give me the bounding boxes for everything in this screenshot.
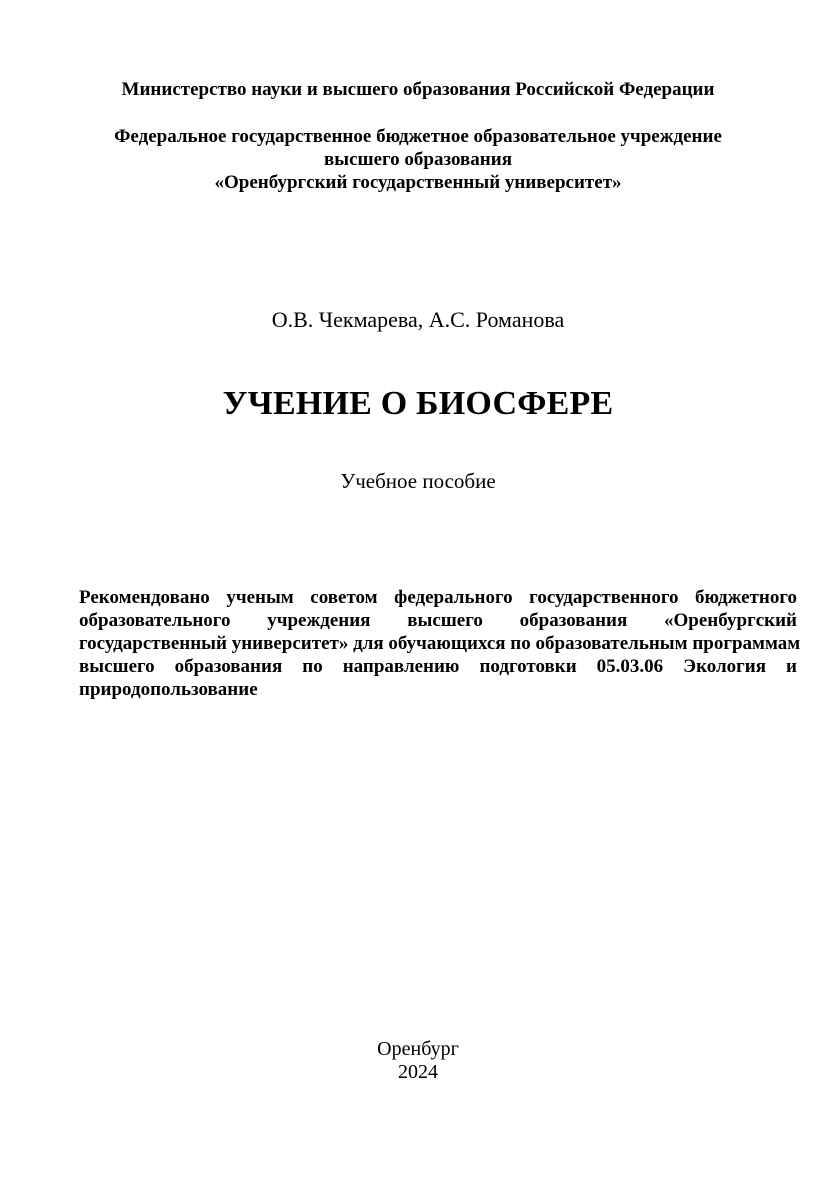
institution-line-3: «Оренбургский государственный университет»: [214, 172, 622, 193]
document-subtitle: Учебное пособие: [340, 469, 496, 493]
recommendation-line-3: государственный университет» для обучающихся по образовательным программам: [79, 633, 801, 654]
recommendation-line-2: образовательного учреждения высшего образования «Оренбургский: [79, 610, 797, 631]
institution-line-2: высшего образования: [324, 149, 512, 170]
publication-city: Оренбург: [377, 1038, 459, 1060]
publication-year: 2024: [398, 1061, 438, 1083]
recommendation-line-4: высшего образования по направлению подготовки 05.03.06 Экология и: [79, 656, 797, 677]
recommendation-line-1: Рекомендовано ученым советом федерального государственного бюджетного: [79, 587, 797, 608]
document-title: УЧЕНИЕ О БИОСФЕРЕ: [222, 385, 614, 422]
recommendation-line-5: природопользование: [79, 679, 258, 700]
authors: О.В. Чекмарева, А.С. Романова: [271, 307, 565, 332]
recommendation-paragraph: [79, 586, 801, 701]
institution-line-1: Федеральное государственное бюджетное образовательное учреждение: [114, 126, 722, 147]
ministry-name: Министерство науки и высшего образования Российской Федерации: [121, 79, 715, 100]
